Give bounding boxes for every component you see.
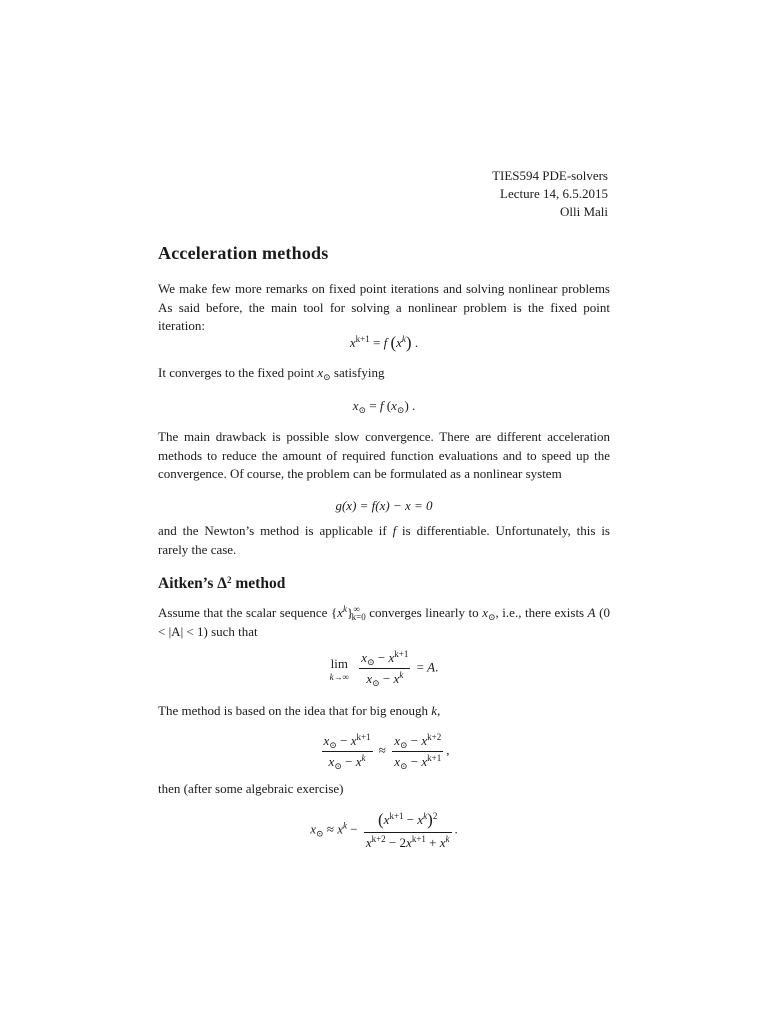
lecture-header [492,167,608,221]
equation-ratio-approximation: $\frac{x_⊙ - x^{k+1}}{x_⊙ - x^k}$ ≈ $\frac{x_⊙ - x^{k+2}}{x_⊙ - x^{k+1}}$ , [323,732,450,771]
lecture-info: Lecture 14, 6.5.2015 [500,186,608,201]
equation-fixed-point-iteration: $x^{k+1} = f$ $(x^k)$ . [349,333,419,352]
paragraph-drawback: The main drawback is possible slow convergence. There are different acceleration methods to reduce the amount of required function evaluations and to speed up the convergence. Of course, the problem can be formulated as a nonlinear system [158,429,610,481]
equation-linear-convergence: lim k→∞ $\frac{x_⊙ - x^{k+1}}{x_⊙ - x^k}$ = A. [329,649,439,688]
paragraph-newton: and the Newton’s method is applicable if f is differentiable. Unfortunately, this is rarely the case. [158,523,610,557]
section-title-aitken: Aitken’s $\Delta^2$ method [158,575,286,592]
page-title: Acceleration methods [158,243,329,263]
paragraph-converges: It converges to the fixed point $x_⊙$ satisfying [158,365,385,382]
author-name: Olli Mali [559,204,608,219]
paragraph-intro: We make few more remarks on fixed point iterations and solving nonlinear problems As said before, the main tool for solving a nonlinear problem is the fixed point iteration: [158,281,610,333]
equation-fixed-point: $x_⊙ = f$ $(x_⊙)$ . [352,398,416,415]
equation-nonlinear-system: g(x) = f(x) − x = 0 [335,498,433,513]
paragraph-idea: The method is based on the idea that for big enough k, [158,703,441,718]
paragraph-assume: Assume that the scalar sequence $\{x^k\}^\infty_{k=0}$ converges linearly to $x_⊙$, i.e., there exists A (0 < |A| < 1) such that [158,604,611,639]
course-name: TIES594 PDE-solvers [492,168,608,183]
paragraph-then: then (after some algebraic exercise) [158,781,344,796]
equation-aitken-formula: $x_⊙ \approx x^k$ − $\frac{(x^{k+1} - x^k)^2}{x^{k+2} - 2x^{k+1} + x^k}$ . [310,810,458,850]
